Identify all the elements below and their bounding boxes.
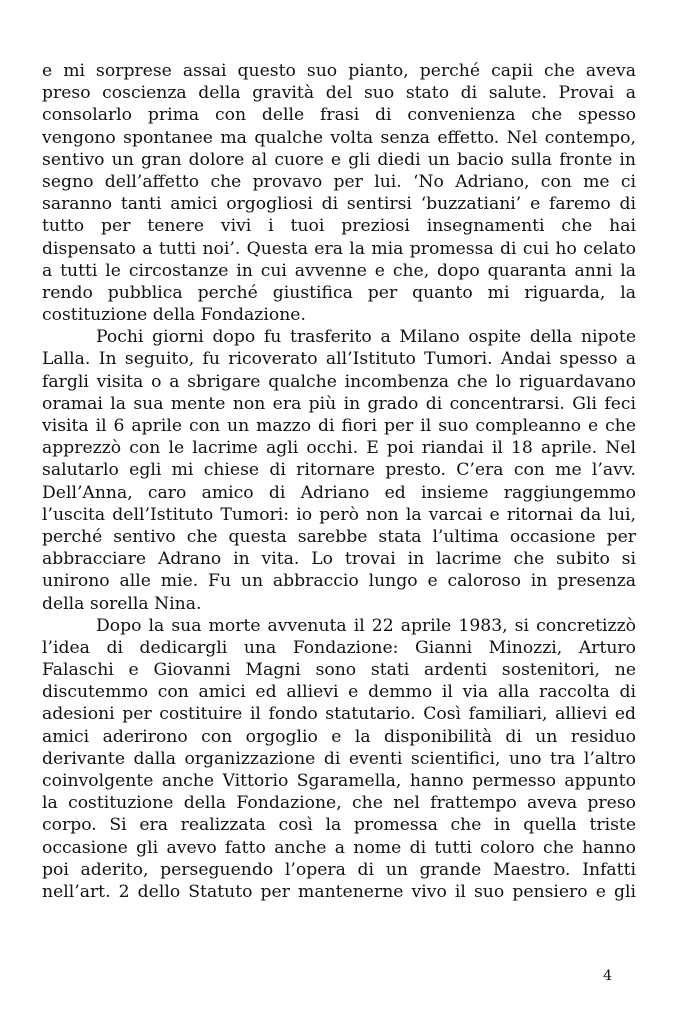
text-line: Dell’Anna, caro amico di Adriano ed insieme raggiungemmo	[42, 482, 636, 503]
text-line: fargli visita o a sbrigare qualche incombenza che lo riguardavano	[42, 371, 636, 392]
text-line: l’uscita dell’Istituto Tumori: io però non la varcai e ritornai da lui,	[42, 504, 636, 525]
text-line: amici aderirono con orgoglio e la disponibilità di un residuo	[42, 726, 636, 747]
body-text	[42, 60, 636, 903]
text-line: poi aderito, perseguendo l’opera di un grande Maestro. Infatti	[42, 859, 636, 880]
text-line: vengono spontanee ma qualche volta senza effetto. Nel contempo,	[42, 127, 636, 148]
text-line: costituzione della Fondazione.	[42, 305, 306, 326]
text-line: salutarlo egli mi chiese di ritornare presto. C’era con me l’avv.	[42, 460, 636, 481]
text-line: tutto per tenere vivi i tuoi preziosi insegnamenti che hai	[42, 216, 636, 237]
text-line: a tutti le circostanze in cui avvenne e che, dopo quaranta anni la	[42, 260, 636, 281]
text-line: sentivo un gran dolore al cuore e gli diedi un bacio sulla fronte in	[42, 149, 636, 170]
text-line: apprezzò con le lacrime agli occhi. E poi riandai il 18 aprile. Nel	[42, 438, 636, 459]
text-line: corpo. Si era realizzata così la promessa che in quella triste	[42, 815, 636, 836]
text-line: Pochi giorni dopo fu trasferito a Milano ospite della nipote	[96, 327, 636, 348]
text-line: discutemmo con amici ed allievi e demmo il via alla raccolta di	[42, 682, 636, 703]
text-line: l’idea di dedicargli una Fondazione: Gianni Minozzi, Arturo	[42, 637, 636, 658]
text-line: visita il 6 aprile con un mazzo di fiori per il suo compleanno e che	[42, 416, 636, 436]
text-line: unirono alle mie. Fu un abbraccio lungo e caloroso in presenza	[42, 571, 636, 592]
text-line: segno dell’affetto che provavo per lui. ‘No Adriano, con me ci	[42, 171, 636, 192]
text-line: coinvolgente anche Vittorio Sgaramella, hanno permesso appunto	[42, 771, 636, 791]
text-line: rendo pubblica perché giustifica per quanto mi riguarda, la	[42, 282, 636, 303]
text-line: saranno tanti amici orgogliosi di sentirsi ‘buzzatiani’ e faremo di	[42, 194, 636, 215]
page-number: 4	[603, 968, 612, 984]
text-line: nell’art. 2 dello Statuto per mantenerne vivo il suo pensiero e gli	[42, 881, 636, 902]
text-line: la costituzione della Fondazione, che nel frattempo aveva preso	[42, 793, 636, 814]
paragraph	[42, 60, 636, 326]
text-line: consolarlo prima con delle frasi di convenienza che spesso	[42, 105, 636, 126]
text-line: Falaschi e Giovanni Magni sono stati ardenti sostenitori, ne	[42, 660, 636, 681]
text-line: preso coscienza della gravità del suo stato di salute. Provai a	[42, 83, 636, 104]
text-line: occasione gli avevo fatto anche a nome di tutti coloro che hanno	[42, 837, 636, 858]
text-line: e mi sorprese assai questo suo pianto, perché capii che aveva	[42, 61, 636, 81]
paragraph	[42, 615, 636, 903]
text-line: derivante dalla organizzazione di eventi scientifici, uno tra l’altro	[42, 748, 636, 769]
text-line: Lalla. In seguito, fu ricoverato all’Istituto Tumori. Andai spesso a	[42, 349, 636, 370]
paragraph	[42, 326, 636, 614]
text-line: Dopo la sua morte avvenuta il 22 aprile 1983, si concretizzò	[96, 615, 636, 636]
text-line: adesioni per costituire il fondo statutario. Così familiari, allievi ed	[42, 704, 636, 725]
text-line: perché sentivo che questa sarebbe stata l’ultima occasione per	[42, 526, 636, 547]
text-line: della sorella Nina.	[42, 593, 202, 614]
text-line: oramai la sua mente non era più in grado di concentrarsi. Gli feci	[42, 393, 636, 414]
text-line: dispensato a tutti noi’. Questa era la mia promessa di cui ho celato	[42, 238, 636, 259]
text-line: abbracciare Adrano in vita. Lo trovai in lacrime che subito si	[42, 549, 636, 570]
